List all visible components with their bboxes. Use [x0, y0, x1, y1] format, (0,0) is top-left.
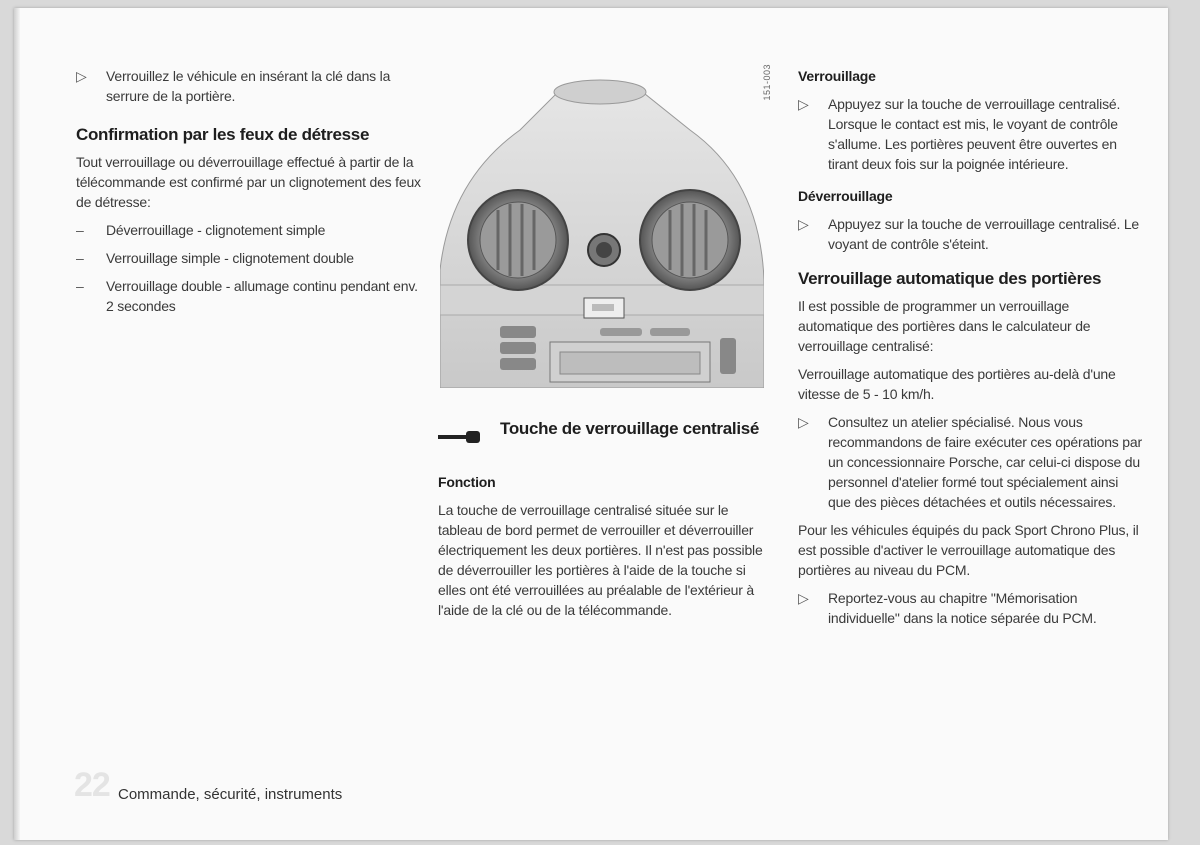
instruction-text: Verrouillez le véhicule en insérant la clé dans la serrure de la portière.: [106, 68, 391, 104]
section-heading-auto: Verrouillage automatique des portières: [798, 269, 1102, 288]
instruction-text: Appuyez sur la touche de verrouillage centralisé. Lorsque le contact est mis, le voyant de contrôle s'allume. Les portières peuvent être ouvertes en tirant deux fois sur la poignée intérieure.: [828, 96, 1121, 172]
subheading-fonction: Fonction: [438, 474, 496, 490]
arrow-marker-icon: ▷: [798, 590, 809, 606]
list-item: [76, 248, 421, 268]
arrow-marker-icon: ▷: [798, 414, 809, 430]
dash-marker: –: [76, 278, 84, 294]
manual-page: [14, 8, 1168, 840]
list-item-text: Déverrouillage - clignotement simple: [106, 222, 326, 238]
paragraph-auto-2: Verrouillage automatique des portières au-delà d'une vitesse de 5 - 10 km/h.: [798, 366, 1116, 402]
paragraph-confirmation: Tout verrouillage ou déverrouillage effectué à partir de la télécommande est confirmé par un clignotement des feux de détresse:: [76, 154, 421, 210]
paragraph-sport-chrono: Pour les véhicules équipés du pack Sport Chrono Plus, il est possible d'activer le verrouillage automatique des portières au niveau du PCM.: [798, 522, 1139, 578]
column-left: [76, 66, 421, 316]
list-item-text: Verrouillage double - allumage continu pendant env. 2 secondes: [106, 278, 418, 314]
figure-code: 151-003: [762, 64, 772, 101]
instruction-item: [798, 94, 1143, 174]
section-heading-confirmation: Confirmation par les feux de détresse: [76, 125, 370, 144]
column-middle: [438, 418, 773, 620]
instruction-item: [798, 588, 1143, 628]
dashboard-illustration: [440, 70, 764, 388]
section-heading-touche: Touche de verrouillage centralisé: [500, 419, 760, 438]
instruction-item: [798, 214, 1143, 254]
paragraph-auto-1: Il est possible de programmer un verrouillage automatique des portières dans le calculateur de verrouillage centralisé:: [798, 298, 1091, 354]
list-item: [76, 220, 421, 240]
section-footer: Commande, sécurité, instruments: [118, 786, 343, 803]
paragraph-fonction: La touche de verrouillage centralisé située sur le tableau de bord permet de verrouiller et déverrouiller électriquement les deux portières. Il n'est pas possible de déverrouiller les portières à l'aide de la touche si elles ont été verrouillées au préalable de l'extérieur à l'aide de la clé ou de la télécommande.: [438, 502, 763, 618]
instruction-text: Reportez-vous au chapitre "Mémorisation individuelle" dans la notice séparée du PCM.: [828, 590, 1097, 626]
list-item-text: Verrouillage simple - clignotement double: [106, 250, 354, 266]
page-number: 22: [74, 766, 110, 804]
column-right: [798, 66, 1143, 628]
instruction-item: [798, 412, 1143, 512]
arrow-marker-icon: ▷: [798, 216, 809, 232]
list-item: [76, 276, 421, 316]
subheading-verrouillage: Verrouillage: [798, 68, 876, 84]
instruction-text: Appuyez sur la touche de verrouillage centralisé. Le voyant de contrôle s'éteint.: [828, 216, 1140, 252]
subheading-deverrouillage: Déverrouillage: [798, 188, 893, 204]
dash-marker: –: [76, 250, 84, 266]
arrow-marker-icon: ▷: [798, 96, 809, 112]
instruction-item: [76, 66, 421, 106]
dashboard-vents-drawing: [440, 70, 764, 388]
instruction-text: Consultez un atelier spécialisé. Nous vous recommandons de faire exécuter ces opérations par un concessionnaire Porsche, car celui-ci dispose du personnel d'atelier formé tout spécialement ainsi que des pièces détachées et outils nécessaires.: [828, 414, 1142, 510]
arrow-marker-icon: ▷: [76, 68, 87, 84]
dash-marker: –: [76, 222, 84, 238]
